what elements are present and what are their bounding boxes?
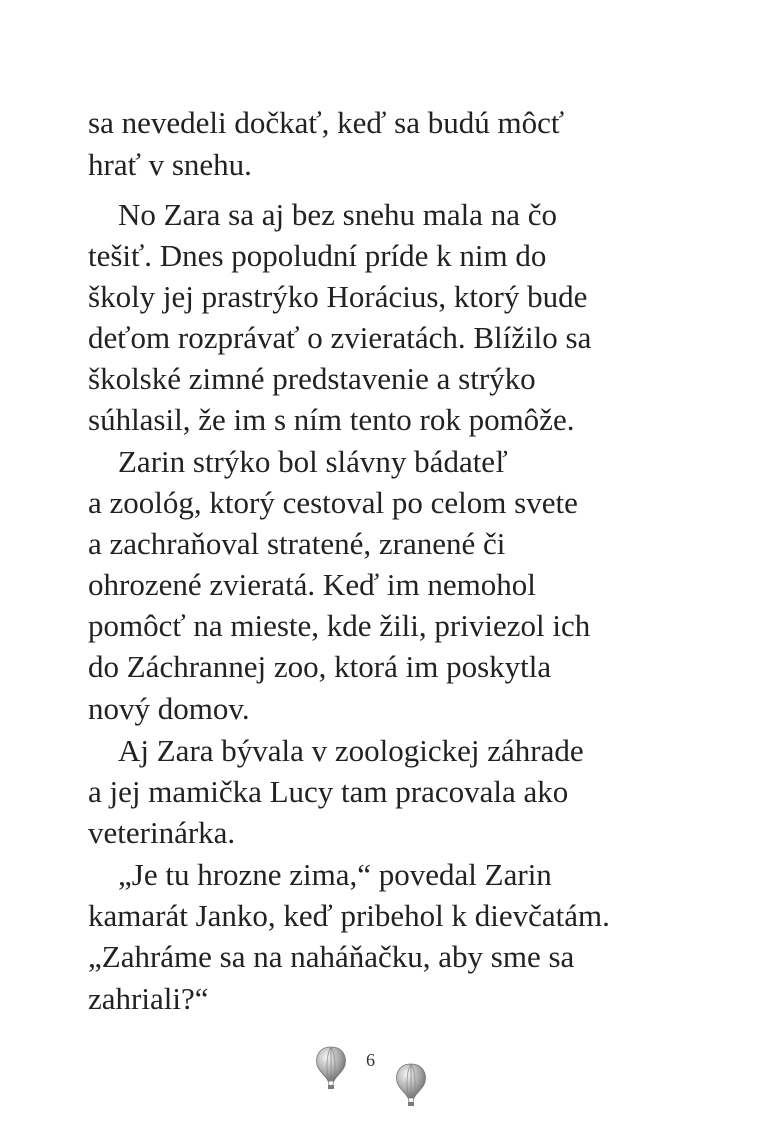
text-line: sa nevedeli dočkať, keď sa budú môcť bbox=[88, 105, 565, 140]
page-number: 6 bbox=[366, 1050, 375, 1070]
text-line: kamarát Janko, keď pribehol k dievčatám. bbox=[88, 898, 610, 933]
paragraph-start-line: „Je tu hrozne zima,“ povedal Zarin bbox=[118, 857, 552, 892]
text-line: školské zimné predstavenie a strýko bbox=[88, 361, 536, 396]
text-line: zahriali?“ bbox=[88, 981, 209, 1016]
text-line: deťom rozprávať o zvieratách. Blížilo sa bbox=[88, 320, 592, 355]
hot-air-balloon-icon bbox=[394, 1062, 428, 1113]
text-line: tešiť. Dnes popoludní príde k nim do bbox=[88, 238, 547, 273]
text-line: školy jej prastrýko Horácius, ktorý bude bbox=[88, 279, 588, 314]
text-line: pomôcť na mieste, kde žili, priviezol ich bbox=[88, 608, 591, 643]
paragraph-start-line: Zarin strýko bol slávny bádateľ bbox=[118, 444, 508, 479]
text-line: ohrozené zvieratá. Keď im nemohol bbox=[88, 567, 536, 602]
paragraph-start-line: No Zara sa aj bez snehu mala na čo bbox=[118, 197, 557, 232]
text-line: súhlasil, že im s ním tento rok pomôže. bbox=[88, 402, 575, 437]
paragraph-start-line: Aj Zara bývala v zoologickej záhrade bbox=[118, 733, 584, 768]
text-line: „Zahráme sa na naháňačku, aby sme sa bbox=[88, 939, 575, 974]
text-line: veterinárka. bbox=[88, 815, 236, 850]
hot-air-balloon-icon bbox=[314, 1045, 348, 1096]
text-line: do Záchrannej zoo, ktorá im poskytla bbox=[88, 649, 552, 684]
text-line: hrať v snehu. bbox=[88, 147, 252, 182]
text-line: a jej mamička Lucy tam pracovala ako bbox=[88, 774, 569, 809]
text-line: a zoológ, ktorý cestoval po celom svete bbox=[88, 485, 578, 520]
text-line: nový domov. bbox=[88, 691, 250, 726]
text-line: a zachraňoval stratené, zranené či bbox=[88, 526, 506, 561]
